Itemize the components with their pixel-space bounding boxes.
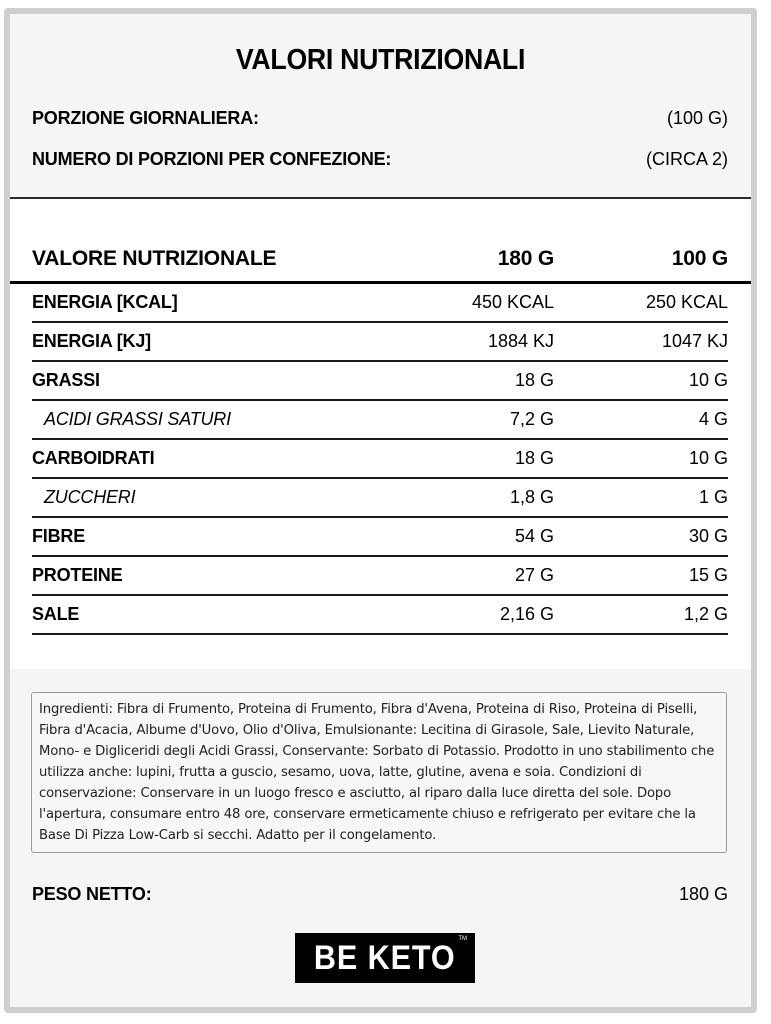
net-weight-row (32, 884, 728, 905)
net-weight-label: PESO NETTO: (32, 884, 152, 904)
table-row-fibre (32, 518, 728, 557)
value-180g: 54 G (514, 526, 554, 546)
portion-value: (100 G) (666, 108, 728, 128)
trademark-mark: TM (458, 936, 467, 942)
portion-row (32, 108, 728, 129)
nutrient-name: PROTEINE (32, 565, 123, 585)
brand-logo (295, 933, 475, 983)
value-180g: 27 G (514, 565, 554, 585)
column-header-180g: 180 G (497, 247, 554, 270)
table-row-sugars (32, 479, 728, 518)
table-row-energy-kcal (32, 284, 728, 323)
value-180g: 18 G (514, 370, 554, 390)
table-body (32, 284, 728, 635)
value-180g: 18 G (514, 448, 554, 468)
value-100g: 10 G (688, 370, 728, 390)
servings-value: (CIRCA 2) (645, 149, 728, 169)
table-row-salt (32, 596, 728, 635)
nutrient-name: ZUCCHERI (44, 487, 136, 507)
nutrient-name: ENERGIA [KCAL] (32, 292, 178, 312)
nutrient-name: ENERGIA [KJ] (32, 331, 151, 351)
servings-label: NUMERO DI PORZIONI PER CONFEZIONE: (32, 149, 392, 169)
column-header-100g: 100 G (671, 247, 728, 270)
value-180g: 7,2 G (509, 409, 554, 429)
table-row-saturated-fat (32, 401, 728, 440)
value-100g: 30 G (688, 526, 728, 546)
nutrient-name: SALE (32, 604, 80, 624)
table-row-fat (32, 362, 728, 401)
value-100g: 250 KCAL (645, 292, 728, 312)
value-100g: 1047 KJ (661, 331, 728, 351)
value-180g: 1884 KJ (487, 331, 554, 351)
value-100g: 10 G (688, 448, 728, 468)
brand-logo-text: BE KETO (314, 939, 456, 977)
ingredients-box: Ingredienti: Fibra di Frumento, Proteina di Frumento, Fibra d'Avena, Proteina di Riso, Proteina di Piselli, Fibra d'Acacia, Albume d'Uovo, Olio d'Oliva, Emulsionante: Lecitina di Girasole, Sale, Lievito Naturale, Mono- e Digliceridi degli Acidi Grassi, Conservante: Sorbato di Potassio. Prodotto in uno stabilimento che utilizza anche: lupini, frutta a guscio, sesamo, uova, latte, glutine, avena e soia. Condizioni di conservazione: Conservare in un luogo fresco e asciutto, al riparo dalla luce diretta del sole. Dopo l'apertura, consumare entro 48 ore, conservare ermeticamente chiuso e refrigerato per evitare che la Base Di Pizza Low-Carb si secchi. Adatto per il congelamento. (31, 692, 727, 853)
label-header (10, 14, 751, 197)
page-title: VALORI NUTRIZIONALI (235, 44, 526, 76)
nutrient-name: ACIDI GRASSI SATURI (44, 409, 231, 429)
value-100g: 1 G (698, 487, 728, 507)
table-row-carbohydrates (32, 440, 728, 479)
column-header-nutrient: VALORE NUTRIZIONALE (32, 247, 277, 270)
nutrient-name: GRASSI (32, 370, 100, 390)
nutrition-label-card (4, 8, 757, 1013)
value-100g: 4 G (698, 409, 728, 429)
value-180g: 2,16 G (499, 604, 554, 624)
value-180g: 450 KCAL (471, 292, 554, 312)
portion-label: PORZIONE GIORNALIERA: (32, 108, 259, 128)
table-row-protein (32, 557, 728, 596)
net-weight-value: 180 G (678, 884, 728, 904)
value-180g: 1,8 G (509, 487, 554, 507)
table-header (32, 239, 728, 279)
nutrition-table (10, 199, 751, 669)
value-100g: 15 G (688, 565, 728, 585)
table-row-energy-kj (32, 323, 728, 362)
nutrient-name: CARBOIDRATI (32, 448, 155, 468)
value-100g: 1,2 G (683, 604, 728, 624)
nutrient-name: FIBRE (32, 526, 86, 546)
servings-row (32, 149, 728, 170)
